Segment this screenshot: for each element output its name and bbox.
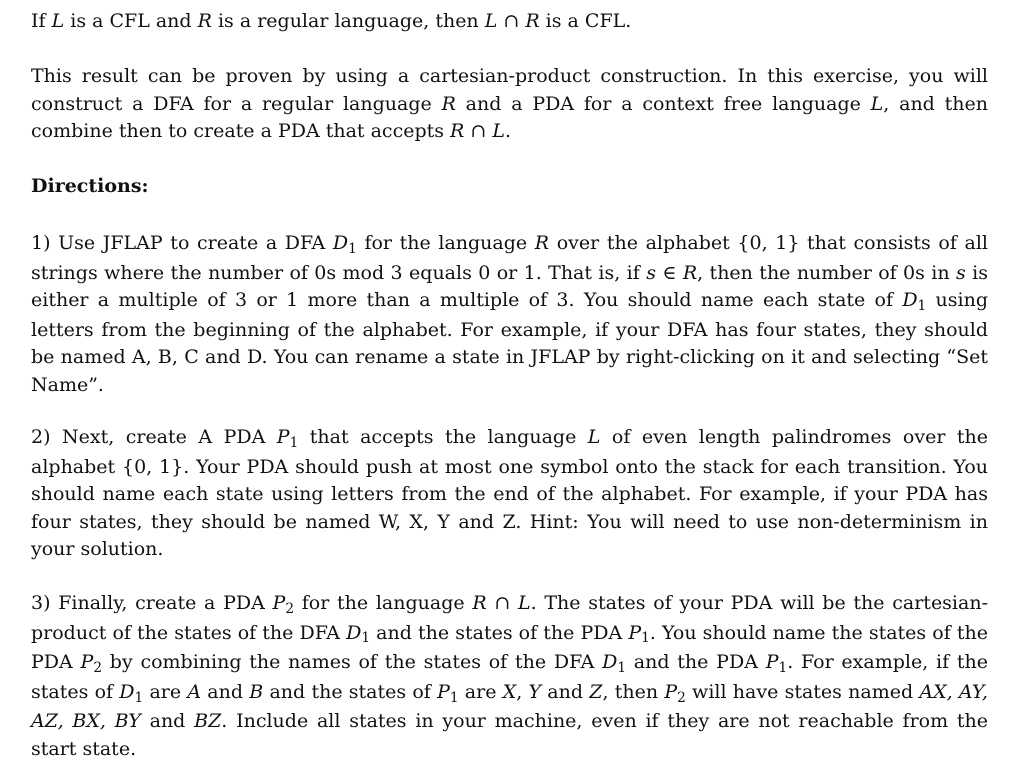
math-P: P xyxy=(80,651,94,674)
math-D: D xyxy=(902,289,918,312)
step-3-paragraph xyxy=(31,590,988,764)
math-L: L xyxy=(51,10,65,32)
math-Y: Y xyxy=(528,680,542,703)
directions-heading: Directions: xyxy=(31,175,149,197)
math-R: R xyxy=(534,232,550,254)
step-text: are xyxy=(143,680,188,703)
math-P: P xyxy=(437,680,450,703)
intro-text: If xyxy=(31,10,52,32)
math-P: P xyxy=(628,621,642,644)
math-X: X xyxy=(502,680,517,703)
explanation-paragraph xyxy=(31,63,988,146)
math-D: D xyxy=(119,680,135,703)
paragraph-text: This result can be proven by using a cartesian-product construction. In this exercise, you will construct a DFA for a regular language xyxy=(31,65,988,115)
math-intersection: R ∩ L xyxy=(472,592,531,614)
paragraph-text: and a PDA for a context free language xyxy=(455,92,871,115)
paragraph-text: , and then combine then to create a PDA that accepts xyxy=(31,92,988,143)
step-text: by combining the names of the states of the DFA xyxy=(102,651,603,674)
step-text: of even length palindromes over the alphabet {0, 1}. Your PDA should push at most one symbol onto the stack for each transition. You should name each state using letters from the end of the alphabet. For example, if your PDA has four states, they should be named W, X, Y and Z. Hint: You will need to use non-determinism in your solution. xyxy=(31,426,988,561)
step-text: . Include all states in your machine, even if they are not reachable from the start state. xyxy=(31,710,988,760)
math-s: s xyxy=(956,261,966,284)
step-text: , then xyxy=(602,680,665,703)
math-R: R xyxy=(197,10,212,32)
step-text: for the language xyxy=(356,232,535,254)
math-intersection: L ∩ R xyxy=(484,10,540,32)
intro-text: is a CFL. xyxy=(539,10,632,32)
subscript: 2 xyxy=(285,600,295,617)
subscript: 1 xyxy=(641,630,650,647)
step-text: 2) Next, create A PDA xyxy=(31,426,277,448)
step-text: , then the number of 0s in xyxy=(697,261,956,284)
step-text: and xyxy=(201,680,250,703)
math-L: L xyxy=(870,92,884,115)
subscript: 1 xyxy=(348,240,357,257)
step-text: . You should name the states of the PDA xyxy=(31,621,988,674)
math-L: L xyxy=(587,426,601,448)
intro-statement xyxy=(31,8,988,36)
step-text: and the states of the PDA xyxy=(370,621,629,644)
step-text: using letters from the beginning of the alphabet. For example, if your DFA has four states, they should be named A, B, C and D. You can rename a state in JFLAP by right-clicking on it and selecting “Set Name”. xyxy=(31,289,988,396)
step-text: 1) Use JFLAP to create a DFA xyxy=(31,232,333,254)
math-D: D xyxy=(602,651,618,674)
paragraph-text: . xyxy=(504,120,512,143)
math-B: B xyxy=(249,680,264,703)
math-D: D xyxy=(332,232,349,254)
step-text: . For example, if the states of xyxy=(31,651,989,703)
subscript: 1 xyxy=(917,298,927,315)
subscript: 1 xyxy=(361,630,371,647)
math-intersection: R ∩ L xyxy=(450,120,505,143)
subscript: 1 xyxy=(617,660,627,677)
subscript: 1 xyxy=(778,660,788,677)
step-text: ∈ xyxy=(655,261,683,284)
math-D: D xyxy=(346,621,362,644)
math-R: R xyxy=(441,92,456,115)
math-P: P xyxy=(664,680,678,703)
step-text: and the states of xyxy=(263,680,438,703)
step-text: and xyxy=(140,710,195,733)
step-text: will have states named xyxy=(685,680,920,703)
step-text: over the alphabet {0, 1} that consists of all strings where the number of 0s mod 3 equals 0 or 1. That is, if xyxy=(31,232,988,284)
math-A: A xyxy=(187,680,202,703)
math-state-BZ: BZ xyxy=(194,710,222,733)
subscript: 1 xyxy=(289,434,299,451)
step-text: and xyxy=(541,680,590,703)
step-text: for the language xyxy=(294,592,473,614)
math-P: P xyxy=(765,651,779,674)
step-text: . The states of your PDA will be the cartesian-product of the states of the DFA xyxy=(31,592,988,644)
intro-text: is a CFL and xyxy=(64,10,198,32)
math-P: P xyxy=(272,592,286,614)
step-1-paragraph xyxy=(31,230,988,400)
subscript: 1 xyxy=(134,689,144,706)
step-2-paragraph xyxy=(31,424,988,564)
subscript: 2 xyxy=(677,689,686,706)
step-text: 3) Finally, create a PDA xyxy=(31,592,273,614)
step-text: , xyxy=(516,680,529,703)
subscript: 1 xyxy=(449,689,459,706)
intro-text: is a regular language, then xyxy=(211,10,485,32)
math-s: s xyxy=(646,261,656,284)
math-P: P xyxy=(276,426,290,448)
math-state-names: AX, AY, AZ, BX, BY xyxy=(31,680,988,733)
math-Z: Z xyxy=(589,680,603,703)
subscript: 2 xyxy=(93,660,103,677)
math-R: R xyxy=(682,261,698,284)
step-text: are xyxy=(458,680,503,703)
step-text: is either a multiple of 3 or 1 more than a multiple of 3. You should name each state of xyxy=(31,261,988,312)
step-text: that accepts the language xyxy=(298,426,588,448)
step-text: and the PDA xyxy=(626,651,766,674)
